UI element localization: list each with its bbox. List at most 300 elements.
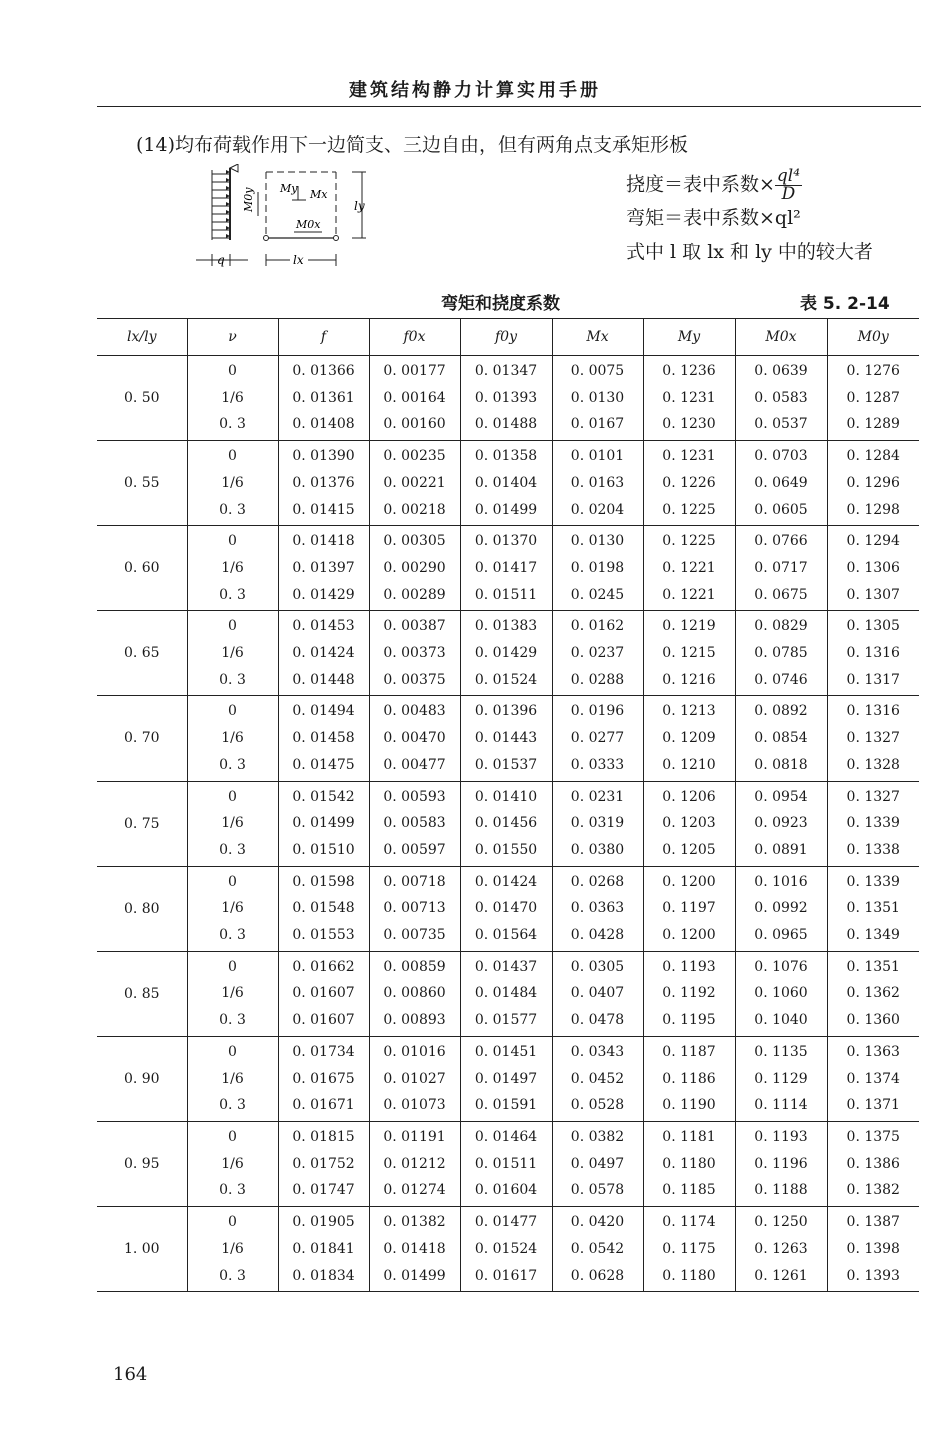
table-value: 0. 1287 xyxy=(846,389,900,406)
value-cell xyxy=(643,611,735,696)
running-header: 建筑结构静力计算实用手册 xyxy=(349,80,601,101)
value-cell xyxy=(552,1207,643,1292)
table-value: 0 xyxy=(228,1128,237,1145)
table-value: 0. 0428 xyxy=(570,927,625,944)
table-value: 0. 0380 xyxy=(570,841,625,858)
table-value: 0. 1387 xyxy=(846,1214,900,1231)
value-cell xyxy=(369,1036,460,1121)
table-value: 0. 01212 xyxy=(383,1155,446,1172)
value-cell xyxy=(187,951,278,1036)
table-value: 0. 1180 xyxy=(662,1155,716,1172)
ratio-cell: 0. 80 xyxy=(97,866,187,951)
table-value: 1/6 xyxy=(221,730,244,747)
table-value: 0. 00483 xyxy=(383,703,446,720)
value-cell xyxy=(827,1036,919,1121)
table-value: 0. 1076 xyxy=(754,958,808,975)
table-value: 0. 01564 xyxy=(474,927,538,944)
table-value: 0. 3 xyxy=(219,671,246,688)
table-value: 0. 0639 xyxy=(754,363,808,379)
table-value: 0. 00860 xyxy=(383,985,446,1002)
table-value: 1/6 xyxy=(221,1070,244,1087)
table-value: 0. 01834 xyxy=(292,1267,355,1284)
value-cell xyxy=(735,866,827,951)
value-cell xyxy=(187,611,278,696)
value-cell xyxy=(827,611,919,696)
table-value: 0. 01464 xyxy=(474,1128,538,1145)
table-value: 0. 1374 xyxy=(846,1070,900,1087)
table-value: 0. 0268 xyxy=(570,873,625,890)
value-cell xyxy=(735,1036,827,1121)
table-value: 0. 0992 xyxy=(754,900,808,917)
value-cell xyxy=(460,696,552,781)
table-value: 0. 1195 xyxy=(662,1012,716,1029)
table-value: 0. 00218 xyxy=(383,501,446,518)
value-cell xyxy=(735,356,827,441)
table-value: 0. 0196 xyxy=(570,703,625,720)
table-value: 0. 1360 xyxy=(846,1012,900,1029)
table-value: 0. 1316 xyxy=(846,645,900,662)
value-cell xyxy=(827,781,919,866)
table-value: 0 xyxy=(228,448,237,465)
table-value: 0. 01417 xyxy=(474,559,538,576)
table-value: 0. 1231 xyxy=(662,448,716,465)
table-value: 0. 0923 xyxy=(754,815,808,832)
table-value: 0. 1225 xyxy=(662,533,716,550)
value-cell xyxy=(460,1207,552,1292)
table-value: 0. 00477 xyxy=(383,756,446,773)
value-cell xyxy=(643,356,735,441)
value-cell xyxy=(735,951,827,1036)
table-value: 0. 1338 xyxy=(846,841,900,858)
value-cell xyxy=(827,356,919,441)
table-value: 0. 01358 xyxy=(474,448,538,465)
table-value: 0. 3 xyxy=(219,1267,246,1284)
table-value: 0. 01662 xyxy=(292,958,355,975)
table-value: 0. 01524 xyxy=(474,671,538,688)
value-cell xyxy=(278,781,369,866)
value-cell xyxy=(827,1121,919,1206)
header-cell: M0y xyxy=(827,319,919,356)
table-value: 0. 00290 xyxy=(383,559,446,576)
table-value: 0. 1219 xyxy=(662,618,716,635)
table-value: 0. 01437 xyxy=(474,958,538,975)
value-cell xyxy=(827,951,919,1036)
table-row xyxy=(97,441,919,526)
table-value: 0. 1016 xyxy=(754,873,808,890)
table-value: 0. 0075 xyxy=(570,363,625,379)
table-value: 0. 00718 xyxy=(383,873,446,890)
table-value: 0. 0452 xyxy=(570,1070,625,1087)
table-value: 0 xyxy=(228,703,237,720)
value-cell xyxy=(369,866,460,951)
table-value: 0. 0703 xyxy=(754,448,808,465)
table-value: 0. 1339 xyxy=(846,873,900,890)
table-value: 0. 00160 xyxy=(383,416,446,433)
value-cell xyxy=(187,1036,278,1121)
plate-diagram xyxy=(186,164,386,274)
label-lx: lx xyxy=(293,253,304,267)
table-value: 0. 1236 xyxy=(662,363,716,379)
table-value: 0. 01397 xyxy=(292,559,355,576)
table-value: 0. 1197 xyxy=(662,900,716,917)
ratio-cell: 0. 55 xyxy=(97,441,187,526)
table-value: 0. 1225 xyxy=(662,501,716,518)
value-cell xyxy=(187,1121,278,1206)
table-value: 0. 0167 xyxy=(570,416,625,433)
label-Mox: M0x xyxy=(296,218,321,231)
table-value: 0. 0478 xyxy=(570,1012,625,1029)
table-value: 0. 1114 xyxy=(754,1097,808,1114)
ratio-cell: 0. 95 xyxy=(97,1121,187,1206)
table-value: 0. 0497 xyxy=(570,1155,625,1172)
value-cell xyxy=(827,441,919,526)
table-value: 0. 01598 xyxy=(292,873,355,890)
table-value: 0. 3 xyxy=(219,1182,246,1199)
table-value: 0. 00597 xyxy=(383,841,446,858)
value-cell xyxy=(643,781,735,866)
table-value: 0. 01537 xyxy=(474,756,538,773)
table-value: 0. 1215 xyxy=(662,645,716,662)
header-cell: lx/ly xyxy=(97,319,187,356)
table-value: 0. 01408 xyxy=(292,416,355,433)
table-value: 0. 01499 xyxy=(474,501,538,518)
table-value: 0 xyxy=(228,873,237,890)
table-row xyxy=(97,1121,919,1206)
table-value: 0. 01448 xyxy=(292,671,355,688)
table-value: 1/6 xyxy=(221,815,244,832)
table-value: 0. 1210 xyxy=(662,756,716,773)
header-cell: Mx xyxy=(552,319,643,356)
table-value: 0. 1181 xyxy=(662,1128,716,1145)
table-value: 0. 1276 xyxy=(846,363,900,379)
table-caption: 弯矩和挠度系数 xyxy=(441,294,560,314)
table-value: 0. 00235 xyxy=(383,448,446,465)
value-cell xyxy=(552,1036,643,1121)
table-value: 0. 1362 xyxy=(846,985,900,1002)
label-ly: ly xyxy=(354,199,365,213)
header-cell: f0x xyxy=(369,319,460,356)
table-value: 1/6 xyxy=(221,900,244,917)
table-value: 0. 1203 xyxy=(662,815,716,832)
table-value: 0. 01424 xyxy=(474,873,538,890)
table-value: 0. 1339 xyxy=(846,815,900,832)
table-value: 0. 1317 xyxy=(846,671,900,688)
table-value: 0. 0583 xyxy=(754,389,808,406)
table-value: 0. 01477 xyxy=(474,1214,538,1231)
table-value: 0. 00735 xyxy=(383,927,446,944)
table-value: 0. 0605 xyxy=(754,501,808,518)
table-value: 0. 01499 xyxy=(292,815,355,832)
value-cell xyxy=(643,1036,735,1121)
table-value: 0. 01550 xyxy=(474,841,538,858)
table-value: 0. 0675 xyxy=(754,586,808,603)
table-value: 0. 0288 xyxy=(570,671,625,688)
table-row xyxy=(97,1036,919,1121)
table-value: 0. 0818 xyxy=(754,756,808,773)
table-value: 0. 00221 xyxy=(383,474,446,491)
value-cell xyxy=(643,441,735,526)
table-value: 0. 1192 xyxy=(662,985,716,1002)
value-cell xyxy=(643,1121,735,1206)
table-value: 0. 01418 xyxy=(383,1240,446,1257)
table-value: 0. 1382 xyxy=(846,1182,900,1199)
table-header-row xyxy=(97,319,919,356)
value-cell xyxy=(552,696,643,781)
table-value: 0. 1398 xyxy=(846,1240,900,1257)
table-value: 0. 01429 xyxy=(474,645,538,662)
value-cell xyxy=(735,1121,827,1206)
table-value: 0. 01361 xyxy=(292,389,355,406)
table-value: 0. 0854 xyxy=(754,730,808,747)
label-Mx: Mx xyxy=(310,188,328,201)
table-value: 0. 01396 xyxy=(474,703,538,720)
label-My: My xyxy=(280,182,298,195)
value-cell xyxy=(460,526,552,611)
table-value: 0. 01607 xyxy=(292,985,355,1002)
value-cell xyxy=(552,866,643,951)
value-cell xyxy=(552,526,643,611)
table-value: 0. 1196 xyxy=(754,1155,808,1172)
table-value: 0. 1190 xyxy=(662,1097,716,1114)
value-cell xyxy=(187,696,278,781)
table-value: 0. 0628 xyxy=(570,1267,625,1284)
table-value: 1/6 xyxy=(221,474,244,491)
table-value: 0. 1193 xyxy=(662,958,716,975)
value-cell xyxy=(187,356,278,441)
value-cell xyxy=(460,441,552,526)
value-cell xyxy=(369,1207,460,1292)
table-value: 0. 1174 xyxy=(662,1214,716,1231)
table-value: 1/6 xyxy=(221,1240,244,1257)
coefficient-table xyxy=(97,318,919,1292)
table-value: 0. 01424 xyxy=(292,645,355,662)
table-value: 0. 01734 xyxy=(292,1043,355,1060)
table-value: 0. 01390 xyxy=(292,448,355,465)
header-cell: f0y xyxy=(460,319,552,356)
label-q: q xyxy=(217,253,225,267)
value-cell xyxy=(735,696,827,781)
value-cell xyxy=(552,356,643,441)
table-value: 0. 0407 xyxy=(570,985,625,1002)
value-cell xyxy=(369,781,460,866)
table-value: 0. 1316 xyxy=(846,703,900,720)
table-value: 0. 1393 xyxy=(846,1267,900,1284)
table-value: 0. 1185 xyxy=(662,1182,716,1199)
table-value: 0 xyxy=(228,363,237,379)
table-value: 0. 0231 xyxy=(570,788,625,805)
table-value: 0. 01488 xyxy=(474,416,538,433)
table-value: 0. 0130 xyxy=(570,389,625,406)
table-value: 0. 01382 xyxy=(383,1214,446,1231)
table-value: 0. 1060 xyxy=(754,985,808,1002)
value-cell xyxy=(278,356,369,441)
value-cell xyxy=(278,1036,369,1121)
table-value: 0. 0892 xyxy=(754,703,808,720)
table-value: 0. 01410 xyxy=(474,788,538,805)
value-cell xyxy=(369,356,460,441)
ratio-cell: 0. 75 xyxy=(97,781,187,866)
table-value: 0 xyxy=(228,1214,237,1231)
table-value: 0. 1135 xyxy=(754,1043,808,1060)
value-cell xyxy=(460,611,552,696)
table-value: 0. 0528 xyxy=(570,1097,625,1114)
table-value: 0. 01429 xyxy=(292,586,355,603)
table-value: 1/6 xyxy=(221,985,244,1002)
value-cell xyxy=(735,781,827,866)
value-cell xyxy=(460,356,552,441)
ratio-cell: 1. 00 xyxy=(97,1207,187,1292)
table-value: 0. 1371 xyxy=(846,1097,900,1114)
value-cell xyxy=(643,696,735,781)
table-value: 0. 0101 xyxy=(570,448,625,465)
table-value: 0. 0785 xyxy=(754,645,808,662)
table-row xyxy=(97,951,919,1036)
header-cell: My xyxy=(643,319,735,356)
table-value: 0. 00583 xyxy=(383,815,446,832)
table-value: 0. 01497 xyxy=(474,1070,538,1087)
table-value: 0. 0277 xyxy=(570,730,625,747)
value-cell xyxy=(643,866,735,951)
table-value: 0. 1261 xyxy=(754,1267,808,1284)
table-value: 0. 0343 xyxy=(570,1043,625,1060)
value-cell xyxy=(278,951,369,1036)
table-value: 0. 0363 xyxy=(570,900,625,917)
table-value: 0. 00177 xyxy=(383,363,446,379)
table-row xyxy=(97,611,919,696)
table-value: 0. 00387 xyxy=(383,618,446,635)
value-cell xyxy=(460,951,552,1036)
table-value: 0. 3 xyxy=(219,1097,246,1114)
table-value: 0. 0163 xyxy=(570,474,625,491)
table-value: 0. 01418 xyxy=(292,533,355,550)
table-value: 0. 1306 xyxy=(846,559,900,576)
header-cell: ν xyxy=(187,319,278,356)
table-row xyxy=(97,526,919,611)
table-row xyxy=(97,1207,919,1292)
value-cell xyxy=(187,866,278,951)
value-cell xyxy=(643,1207,735,1292)
value-cell xyxy=(643,526,735,611)
table-value: 0. 3 xyxy=(219,927,246,944)
table-value: 0. 01383 xyxy=(474,618,538,635)
table-value: 0. 3 xyxy=(219,586,246,603)
table-value: 0. 1230 xyxy=(662,416,716,433)
table-value: 0. 1250 xyxy=(754,1214,808,1231)
table-value: 0. 01366 xyxy=(292,363,355,379)
table-value: 0. 0766 xyxy=(754,533,808,550)
table-value: 0. 1193 xyxy=(754,1128,808,1145)
table-value: 0. 1209 xyxy=(662,730,716,747)
table-value: 0. 1386 xyxy=(846,1155,900,1172)
page-number: 164 xyxy=(113,1364,148,1385)
table-value: 0. 00375 xyxy=(383,671,446,688)
table-value: 0 xyxy=(228,618,237,635)
table-value: 0. 01499 xyxy=(383,1267,446,1284)
table-value: 0. 01510 xyxy=(292,841,355,858)
table-value: 0. 1187 xyxy=(662,1043,716,1060)
ratio-cell: 0. 70 xyxy=(97,696,187,781)
table-value: 0. 1327 xyxy=(846,730,900,747)
table-value: 0. 01016 xyxy=(383,1043,446,1060)
table-value: 0. 0717 xyxy=(754,559,808,576)
table-row xyxy=(97,356,919,441)
value-cell xyxy=(827,526,919,611)
table-value: 0. 1349 xyxy=(846,927,900,944)
table-value: 0. 1289 xyxy=(846,416,900,433)
table-value: 0. 1205 xyxy=(662,841,716,858)
table-value: 0. 1200 xyxy=(662,927,716,944)
value-cell xyxy=(187,526,278,611)
table-value: 0. 01524 xyxy=(474,1240,538,1257)
table-value: 0. 3 xyxy=(219,841,246,858)
ratio-cell: 0. 50 xyxy=(97,356,187,441)
value-cell xyxy=(735,526,827,611)
table-value: 0. 01456 xyxy=(474,815,538,832)
table-value: 0. 01470 xyxy=(474,900,538,917)
table-value: 1/6 xyxy=(221,389,244,406)
table-row xyxy=(97,781,919,866)
value-cell xyxy=(187,781,278,866)
table-value: 0. 01671 xyxy=(292,1097,355,1114)
value-cell xyxy=(827,1207,919,1292)
table-value: 0. 1226 xyxy=(662,474,716,491)
ratio-cell: 0. 60 xyxy=(97,526,187,611)
table-value: 0. 1221 xyxy=(662,586,716,603)
table-value: 0. 1221 xyxy=(662,559,716,576)
header-rule xyxy=(97,106,921,107)
value-cell xyxy=(827,866,919,951)
table-value: 0. 0333 xyxy=(570,756,625,773)
value-cell xyxy=(369,526,460,611)
value-cell xyxy=(278,1121,369,1206)
table-value: 0. 01453 xyxy=(292,618,355,635)
section-title: (14)均布荷载作用下一边简支、三边自由，但有两角点支承矩形板 xyxy=(136,134,689,156)
table-value: 0. 0162 xyxy=(570,618,625,635)
table-row xyxy=(97,866,919,951)
table-value: 0. 01617 xyxy=(474,1267,538,1284)
table-value: 0. 1305 xyxy=(846,618,900,635)
table-value: 0. 01607 xyxy=(292,1012,355,1029)
table-value: 0. 00164 xyxy=(383,389,446,406)
table-value: 0. 0198 xyxy=(570,559,625,576)
table-value: 0. 01604 xyxy=(474,1182,538,1199)
value-cell xyxy=(735,441,827,526)
table-value: 0. 01511 xyxy=(474,586,538,603)
deflection-formula: 挠度＝表中系数× $\frac{\text{ql⁴}}{D}$ xyxy=(626,166,801,204)
table-value: 0. 0245 xyxy=(570,586,625,603)
table-value: 0. 01484 xyxy=(474,985,538,1002)
table-id: 表 5. 2-14 xyxy=(800,294,890,314)
value-cell xyxy=(369,696,460,781)
value-cell xyxy=(369,951,460,1036)
value-cell xyxy=(278,1207,369,1292)
table-value: 0. 01548 xyxy=(292,900,355,917)
table-value: 0. 0305 xyxy=(570,958,625,975)
table-value: 0. 01347 xyxy=(474,363,538,379)
value-cell xyxy=(552,611,643,696)
table-value: 0. 01591 xyxy=(474,1097,538,1114)
table-value: 0 xyxy=(228,788,237,805)
table-value: 0. 1129 xyxy=(754,1070,808,1087)
table-value: 0. 0537 xyxy=(754,416,808,433)
table-value: 0. 0542 xyxy=(570,1240,625,1257)
table-value: 0. 1040 xyxy=(754,1012,808,1029)
table-value: 0. 1307 xyxy=(846,586,900,603)
table-value: 0. 01393 xyxy=(474,389,538,406)
table-value: 0. 01404 xyxy=(474,474,538,491)
table-value: 0 xyxy=(228,1043,237,1060)
value-cell xyxy=(552,951,643,1036)
